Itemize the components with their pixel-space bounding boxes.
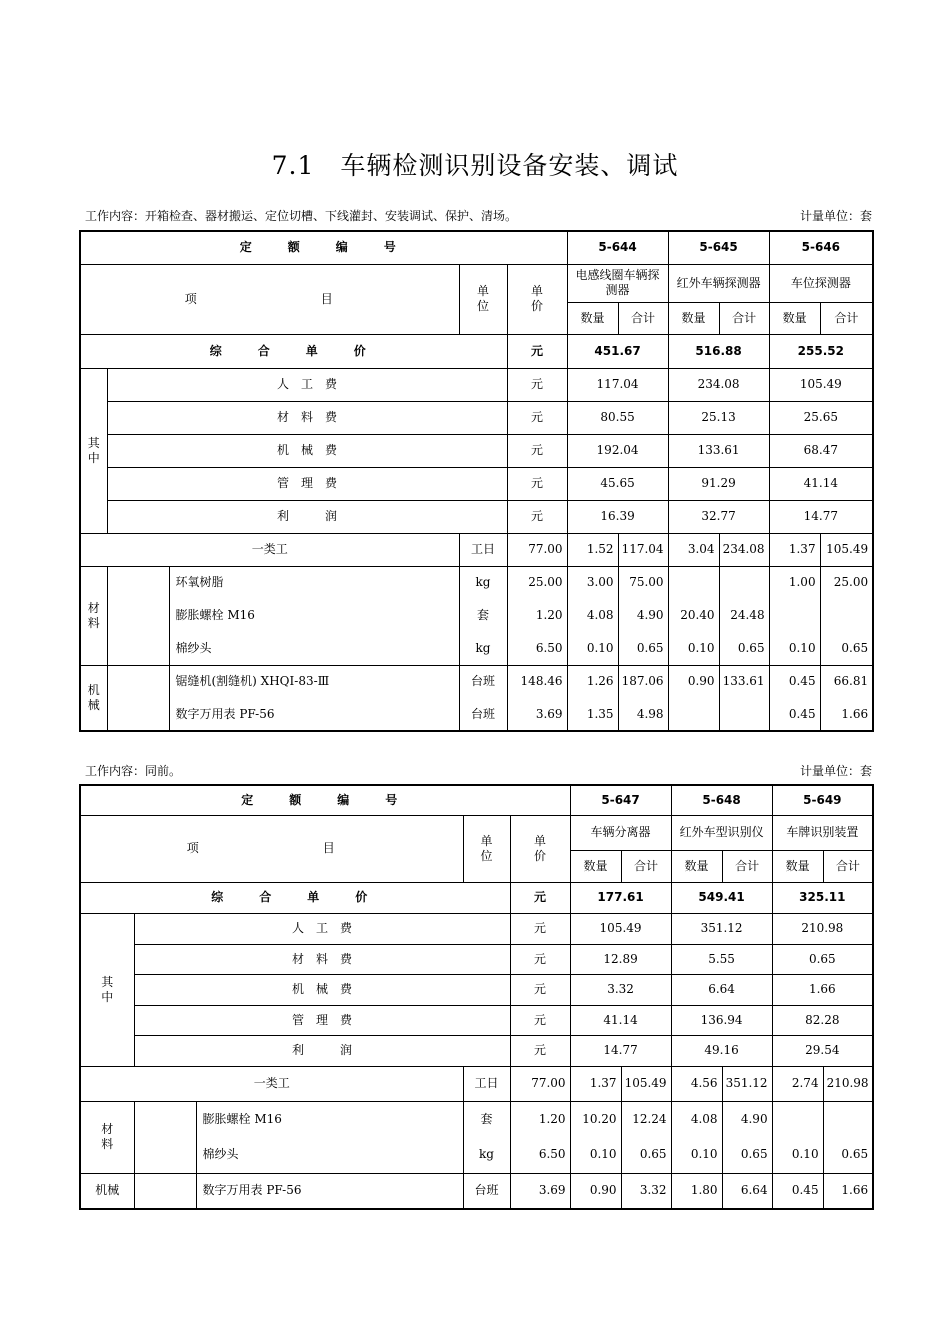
cost-value: 82.28 — [772, 1005, 873, 1035]
machine-row — [80, 1173, 873, 1209]
cell-value: 1.66 — [823, 1173, 873, 1209]
blank-cell — [107, 665, 169, 731]
cell-value: 1.37 — [570, 1066, 621, 1101]
machine-label: 机械 — [80, 1173, 134, 1209]
table-row — [80, 1005, 873, 1035]
cell-value: 0.45 — [772, 1173, 823, 1209]
machine-name: 数字万用表 PF-56 — [169, 698, 459, 731]
quota-code: 5-644 — [567, 231, 668, 264]
table-row — [80, 401, 873, 434]
item-name: 电感线圈车辆探测器 — [567, 264, 668, 302]
cell-value: 25.00 — [820, 566, 873, 599]
cell-value — [772, 1101, 823, 1137]
cell-value: 0.10 — [668, 632, 719, 665]
total-value: 255.52 — [769, 334, 873, 368]
cost-value: 25.13 — [668, 401, 769, 434]
cell-value: 0.65 — [722, 1137, 772, 1173]
labor-row — [80, 1066, 873, 1101]
cell-value: 66.81 — [820, 665, 873, 698]
material-name: 棉纱头 — [196, 1137, 463, 1173]
labor-label: 一类工 — [80, 533, 459, 566]
material-row — [80, 599, 873, 632]
labor-price: 77.00 — [507, 533, 567, 566]
cell-value: 3.04 — [668, 533, 719, 566]
cost-unit: 元 — [507, 467, 567, 500]
among-label: 其 中 — [80, 368, 107, 533]
machine-row — [80, 698, 873, 731]
cost-unit: 元 — [510, 913, 570, 944]
sum-header: 合计 — [618, 302, 668, 334]
quota-table-1 — [79, 230, 874, 732]
table-row — [80, 368, 873, 401]
among-label: 其 中 — [80, 913, 134, 1066]
cost-unit: 元 — [507, 434, 567, 467]
machine-unit: 台班 — [459, 665, 507, 698]
cell-value: 0.90 — [570, 1173, 621, 1209]
total-price-label: 综 合 单 价 — [80, 334, 507, 368]
cost-value: 117.04 — [567, 368, 668, 401]
table-row — [80, 500, 873, 533]
cell-value: 1.80 — [671, 1173, 722, 1209]
cost-unit: 元 — [510, 944, 570, 974]
cell-value: 210.98 — [823, 1066, 873, 1101]
machine-unit: 台班 — [463, 1173, 510, 1209]
cost-value: 68.47 — [769, 434, 873, 467]
quota-code: 5-645 — [668, 231, 769, 264]
cell-value: 75.00 — [618, 566, 668, 599]
quota-code-label: 定 额 编 号 — [80, 785, 570, 815]
qty-header: 数量 — [668, 302, 719, 334]
cost-value: 29.54 — [772, 1035, 873, 1066]
material-unit: 套 — [459, 599, 507, 632]
machine-row — [80, 665, 873, 698]
cell-value: 1.66 — [820, 698, 873, 731]
cell-value: 1.52 — [567, 533, 618, 566]
quota-table-2 — [79, 784, 874, 1210]
material-name: 膨胀螺栓 M16 — [169, 599, 459, 632]
cell-value — [823, 1101, 873, 1137]
cost-label: 人 工 费 — [107, 368, 507, 401]
cell-value: 0.45 — [769, 698, 820, 731]
cell-value: 4.98 — [618, 698, 668, 731]
material-unit: kg — [459, 632, 507, 665]
cost-unit: 元 — [510, 1005, 570, 1035]
cell-value: 234.08 — [719, 533, 769, 566]
machine-name: 数字万用表 PF-56 — [196, 1173, 463, 1209]
cell-value: 105.49 — [621, 1066, 671, 1101]
labor-unit: 工日 — [463, 1066, 510, 1101]
qty-header: 数量 — [570, 850, 621, 882]
cell-value — [668, 566, 719, 599]
cell-value: 12.24 — [621, 1101, 671, 1137]
cell-value: 0.10 — [671, 1137, 722, 1173]
sum-header: 合计 — [621, 850, 671, 882]
material-unit: 套 — [463, 1101, 510, 1137]
labor-price: 77.00 — [510, 1066, 570, 1101]
cost-value: 14.77 — [570, 1035, 671, 1066]
cell-value: 0.65 — [621, 1137, 671, 1173]
unit-measure: 计量单位：套 — [799, 764, 872, 778]
cell-value: 0.10 — [769, 632, 820, 665]
total-value: 549.41 — [671, 882, 772, 913]
cell-value — [820, 599, 873, 632]
cost-unit: 元 — [510, 1035, 570, 1066]
cell-value — [719, 698, 769, 731]
cell-value: 1.26 — [567, 665, 618, 698]
cost-value: 45.65 — [567, 467, 668, 500]
material-name: 膨胀螺栓 M16 — [196, 1101, 463, 1137]
price-header: 单 价 — [510, 815, 570, 882]
material-row — [80, 1101, 873, 1137]
labor-row — [80, 533, 873, 566]
material-price: 6.50 — [507, 632, 567, 665]
cell-value: 4.90 — [618, 599, 668, 632]
cell-value — [668, 698, 719, 731]
material-label: 材 料 — [80, 1101, 134, 1173]
cost-value: 49.16 — [671, 1035, 772, 1066]
material-price: 25.00 — [507, 566, 567, 599]
cost-value: 41.14 — [769, 467, 873, 500]
cell-value: 4.08 — [671, 1101, 722, 1137]
cell-value: 0.10 — [570, 1137, 621, 1173]
cell-value: 187.06 — [618, 665, 668, 698]
unit-measure: 计量单位：套 — [799, 209, 872, 223]
table-row — [80, 1035, 873, 1066]
cost-value: 41.14 — [570, 1005, 671, 1035]
cell-value: 0.10 — [772, 1137, 823, 1173]
cell-value: 0.45 — [769, 665, 820, 698]
cost-value: 133.61 — [668, 434, 769, 467]
cost-unit: 元 — [510, 974, 570, 1005]
sum-header: 合计 — [722, 850, 772, 882]
cell-value: 1.37 — [769, 533, 820, 566]
cost-value: 3.32 — [570, 974, 671, 1005]
labor-label: 一类工 — [80, 1066, 463, 1101]
total-value: 325.11 — [772, 882, 873, 913]
material-name: 棉纱头 — [169, 632, 459, 665]
cell-value: 1.35 — [567, 698, 618, 731]
cost-value: 91.29 — [668, 467, 769, 500]
total-value: 177.61 — [570, 882, 671, 913]
price-header: 单 价 — [507, 264, 567, 334]
unit-header: 单 位 — [463, 815, 510, 882]
cost-value: 5.55 — [671, 944, 772, 974]
sum-header: 合计 — [719, 302, 769, 334]
item-header: 项 目 — [80, 264, 459, 334]
blank-cell — [134, 1173, 196, 1209]
cell-value: 4.08 — [567, 599, 618, 632]
quota-code: 5-647 — [570, 785, 671, 815]
qty-header: 数量 — [772, 850, 823, 882]
machine-label: 机 械 — [80, 665, 107, 731]
quota-code: 5-649 — [772, 785, 873, 815]
cost-value: 351.12 — [671, 913, 772, 944]
quota-code-label: 定 额 编 号 — [80, 231, 567, 264]
total-unit: 元 — [510, 882, 570, 913]
total-unit: 元 — [507, 334, 567, 368]
sum-header: 合计 — [823, 850, 873, 882]
cost-value: 105.49 — [570, 913, 671, 944]
cost-unit: 元 — [507, 500, 567, 533]
cost-label: 管 理 费 — [134, 1005, 510, 1035]
work-content: 工作内容：开箱检查、器材搬运、定位切槽、下线灌封、安装调试、保护、清场。 — [85, 209, 518, 223]
cost-value: 14.77 — [769, 500, 873, 533]
unit-header: 单 位 — [459, 264, 507, 334]
item-header: 项 目 — [80, 815, 463, 882]
cell-value: 20.40 — [668, 599, 719, 632]
cost-value: 105.49 — [769, 368, 873, 401]
cost-label: 利 润 — [107, 500, 507, 533]
total-value: 516.88 — [668, 334, 769, 368]
item-name: 车位探测器 — [769, 264, 873, 302]
cost-label: 管 理 费 — [107, 467, 507, 500]
table-row — [80, 974, 873, 1005]
item-name: 红外车型识别仪 — [671, 815, 772, 850]
labor-unit: 工日 — [459, 533, 507, 566]
quota-code: 5-646 — [769, 231, 873, 264]
page-title: 7.1 车辆检测识别设备安装、调试 — [271, 151, 679, 180]
cost-value: 25.65 — [769, 401, 873, 434]
material-price: 6.50 — [510, 1137, 570, 1173]
cost-unit: 元 — [507, 368, 567, 401]
cost-value: 192.04 — [567, 434, 668, 467]
qty-header: 数量 — [671, 850, 722, 882]
qty-header: 数量 — [769, 302, 820, 334]
qty-header: 数量 — [567, 302, 618, 334]
material-price: 1.20 — [507, 599, 567, 632]
cell-value: 10.20 — [570, 1101, 621, 1137]
cell-value: 0.65 — [719, 632, 769, 665]
cost-unit: 元 — [507, 401, 567, 434]
cost-value: 6.64 — [671, 974, 772, 1005]
cell-value: 0.10 — [567, 632, 618, 665]
cost-value: 1.66 — [772, 974, 873, 1005]
total-price-label: 综 合 单 价 — [80, 882, 510, 913]
cost-label: 人 工 费 — [134, 913, 510, 944]
cell-value: 3.32 — [621, 1173, 671, 1209]
work-content: 工作内容：同前。 — [85, 764, 182, 778]
quota-code: 5-648 — [671, 785, 772, 815]
table-row — [80, 467, 873, 500]
cost-label: 材 料 费 — [134, 944, 510, 974]
cost-label: 利 润 — [134, 1035, 510, 1066]
material-label: 材 料 — [80, 566, 107, 665]
material-price: 1.20 — [510, 1101, 570, 1137]
cost-value: 32.77 — [668, 500, 769, 533]
table-row — [80, 434, 873, 467]
cell-value: 4.56 — [671, 1066, 722, 1101]
machine-unit: 台班 — [459, 698, 507, 731]
material-unit: kg — [459, 566, 507, 599]
cell-value: 24.48 — [719, 599, 769, 632]
material-row — [80, 1137, 873, 1173]
blank-cell — [134, 1101, 196, 1173]
item-name: 车牌识别装置 — [772, 815, 873, 850]
cost-value: 210.98 — [772, 913, 873, 944]
item-name: 红外车辆探测器 — [668, 264, 769, 302]
cell-value: 1.00 — [769, 566, 820, 599]
cell-value: 351.12 — [722, 1066, 772, 1101]
machine-price: 3.69 — [510, 1173, 570, 1209]
blank-cell — [107, 566, 169, 665]
cell-value: 0.65 — [618, 632, 668, 665]
cell-value: 2.74 — [772, 1066, 823, 1101]
cost-value: 80.55 — [567, 401, 668, 434]
cell-value: 0.90 — [668, 665, 719, 698]
cell-value: 117.04 — [618, 533, 668, 566]
cell-value: 105.49 — [820, 533, 873, 566]
material-row — [80, 566, 873, 599]
table-row — [80, 944, 873, 974]
cell-value: 133.61 — [719, 665, 769, 698]
cost-value: 234.08 — [668, 368, 769, 401]
table-row — [80, 913, 873, 944]
material-name: 环氧树脂 — [169, 566, 459, 599]
cost-value: 0.65 — [772, 944, 873, 974]
cell-value: 0.65 — [823, 1137, 873, 1173]
cost-label: 机 械 费 — [134, 974, 510, 1005]
item-name: 车辆分离器 — [570, 815, 671, 850]
material-row — [80, 632, 873, 665]
cost-label: 材 料 费 — [107, 401, 507, 434]
cell-value: 6.64 — [722, 1173, 772, 1209]
cell-value: 0.65 — [820, 632, 873, 665]
machine-price: 148.46 — [507, 665, 567, 698]
cost-value: 12.89 — [570, 944, 671, 974]
machine-price: 3.69 — [507, 698, 567, 731]
cell-value: 3.00 — [567, 566, 618, 599]
cell-value — [719, 566, 769, 599]
material-unit: kg — [463, 1137, 510, 1173]
cost-label: 机 械 费 — [107, 434, 507, 467]
sum-header: 合计 — [820, 302, 873, 334]
cost-value: 136.94 — [671, 1005, 772, 1035]
cell-value — [769, 599, 820, 632]
machine-name: 锯缝机(割缝机) XHQI-83-Ⅲ — [169, 665, 459, 698]
total-value: 451.67 — [567, 334, 668, 368]
cost-value: 16.39 — [567, 500, 668, 533]
cell-value: 4.90 — [722, 1101, 772, 1137]
